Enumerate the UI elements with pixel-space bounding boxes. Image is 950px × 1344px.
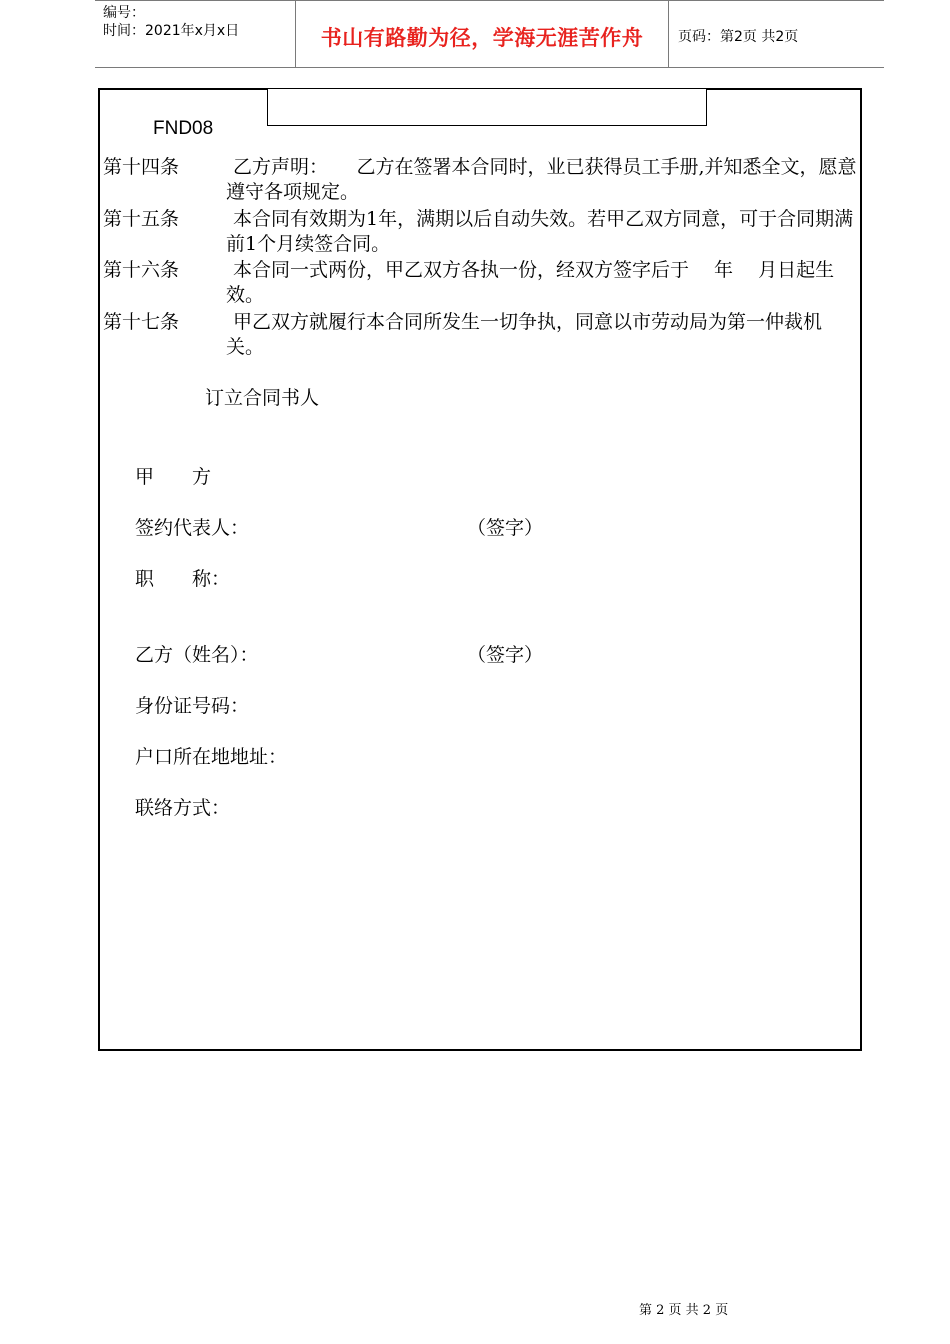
header-divider — [668, 0, 669, 68]
form-code: FND08 — [153, 118, 214, 139]
clause-text: 乙方声明： 乙方在签署本合同时，业已获得员工手册,并知悉全文，愿意遵守各项规定。 — [226, 156, 857, 203]
household-address-label: 户口所在地地址： — [135, 746, 288, 768]
clause-text: 本合同一式两份，甲乙双方各执一份，经双方签字后于 年 月日起生效。 — [226, 259, 835, 306]
title-box — [267, 88, 707, 126]
signers-title: 订立合同书人 — [205, 387, 320, 409]
clause-number: 第十四条 — [103, 156, 180, 178]
clause-number: 第十六条 — [103, 259, 180, 281]
page-footer: 第 2 页 共 2 页 — [639, 1303, 729, 1318]
header-top-rule — [95, 0, 884, 1]
id-number-label: 身份证号码： — [135, 695, 250, 717]
clause-text: 甲乙双方就履行本合同所发生一切争执，同意以市劳动局为第一仲裁机关。 — [226, 311, 823, 358]
document-number-label: 编号： — [103, 5, 145, 21]
document-date: 时间：2021年x月x日 — [103, 23, 240, 39]
header-bottom-rule — [95, 67, 884, 68]
party-b-name-label: 乙方（姓名）： — [135, 644, 259, 666]
clause-number: 第十五条 — [103, 208, 180, 230]
signature-mark-b: （签字） — [467, 644, 544, 666]
header-motto: 书山有路勤为径，学海无涯苦作舟 — [320, 26, 644, 50]
party-a-label: 甲 方 — [135, 466, 212, 488]
clause-number: 第十七条 — [103, 311, 180, 333]
position-label: 职 称： — [135, 568, 231, 590]
representative-label: 签约代表人： — [135, 517, 250, 539]
header-meta — [103, 4, 239, 40]
header-page-number: 页码：第2页 共2页 — [678, 29, 799, 45]
contact-label: 联络方式： — [135, 797, 231, 819]
signature-mark-a: （签字） — [467, 517, 544, 539]
clause-text: 本合同有效期为1年，满期以后自动失效。若甲乙双方同意，可于合同期满前1个月续签合同。 — [226, 208, 854, 255]
